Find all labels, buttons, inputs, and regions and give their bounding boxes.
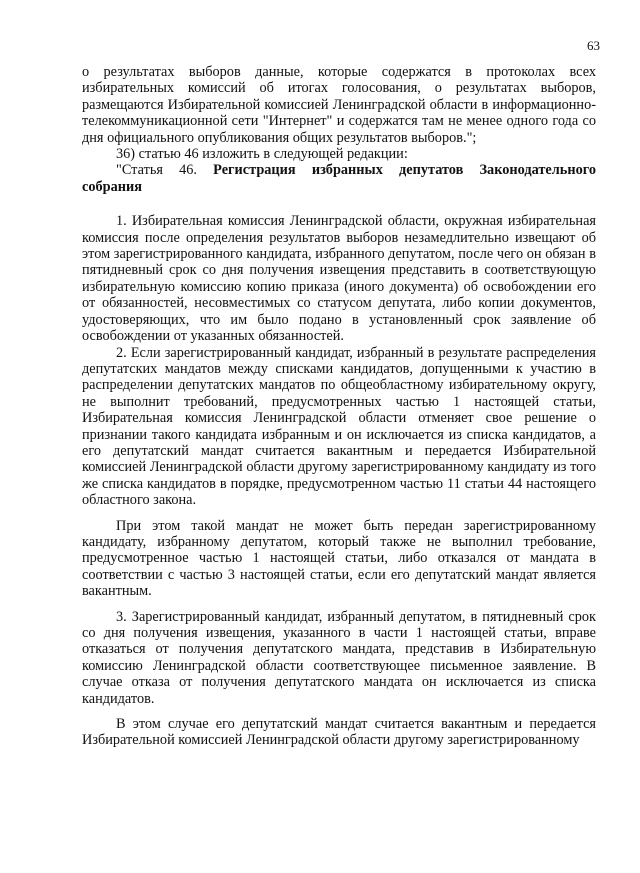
spacer <box>82 600 596 609</box>
spacer <box>82 707 596 716</box>
paragraph-part-2-continued: При этом такой мандат не может быть передан зарегистрированному кандидату, избранному депутатом, который также не выполнил требование, предусмотренное частью 1 настоящей статьи, либо отказался от мандата в соответствии с частью 3 настоящей статьи, если его депутатский мандат является вакантным. <box>82 517 596 600</box>
article-46-title: Регистрация избранных депутатов Законодательного собрания <box>82 162 596 195</box>
spacer <box>82 195 596 213</box>
paragraph-part-3-continued: В этом случае его депутатский мандат считается вакантным и передается Избирательной комиссией Ленинградской области другому зарегистрированному <box>82 716 596 749</box>
document-body <box>82 64 596 749</box>
spacer <box>82 509 596 518</box>
article-46-prefix: "Статья 46. <box>116 162 197 179</box>
paragraph-part-2: 2. Если зарегистрированный кандидат, избранный в результате распределения депутатских мандатов между списками кандидатов, допущенными к участию в распределении депутатских мандатов по общеобластному избирательному округу, не выполнит требований, предусмотренных частью 1 настоящей статьи, Избирательная комиссия Ленинградской области отменяет свое решение о признании такого кандидата избранным и он исключается из списка кандидатов, а его депутатский мандат считается вакантным и передается Избирательной комиссией Ленинградской области другому зарегистрированному кандидату из того же списка кандидатов в порядке, предусмотренном частью 11 статьи 44 настоящего областного закона. <box>82 344 596 509</box>
paragraph-part-3: 3. Зарегистрированный кандидат, избранный депутатом, в пятидневный срок со дня получения извещения, указанного в части 1 настоящей статьи, вправе отказаться от получения депутатского мандата, представив в Избирательную комиссию Ленинградской области соответствующее письменное заявление. В случае отказа от получения депутатского мандата он исключается из списка кандидатов. <box>82 608 596 707</box>
page-number: 63 <box>587 38 600 53</box>
paragraph-results-publication: о результатах выборов данные, которые содержатся в протоколах всех избирательных комиссий об итогах голосования, о результатах выборов, размещаются Избирательной комиссией Ленинградской области в информационно-телекоммуникационной сети "Интернет" и содержатся там не менее одного года со дня официального опубликования общих результатов выборов."; <box>82 64 596 146</box>
paragraph-part-1: 1. Избирательная комиссия Ленинградской области, окружная избирательная комиссия после определения результатов выборов незамедлительно извещают об этом зарегистрированного кандидата, избранного депутатом, после чего он обязан в пятидневный срок со дня получения извещения представить в соответствующую избирательную комиссию копию приказа (иного документа) об освобождении его от обязанностей, несовместимых со статусом депутата, либо копии документов, удостоверяющих, что им было подано в установленный срок заявление об освобождении от указанных обязанностей. <box>82 213 596 345</box>
paragraph-amendment-36: 36) статью 46 изложить в следующей редакции: <box>116 146 408 163</box>
article-46-heading <box>82 162 596 195</box>
